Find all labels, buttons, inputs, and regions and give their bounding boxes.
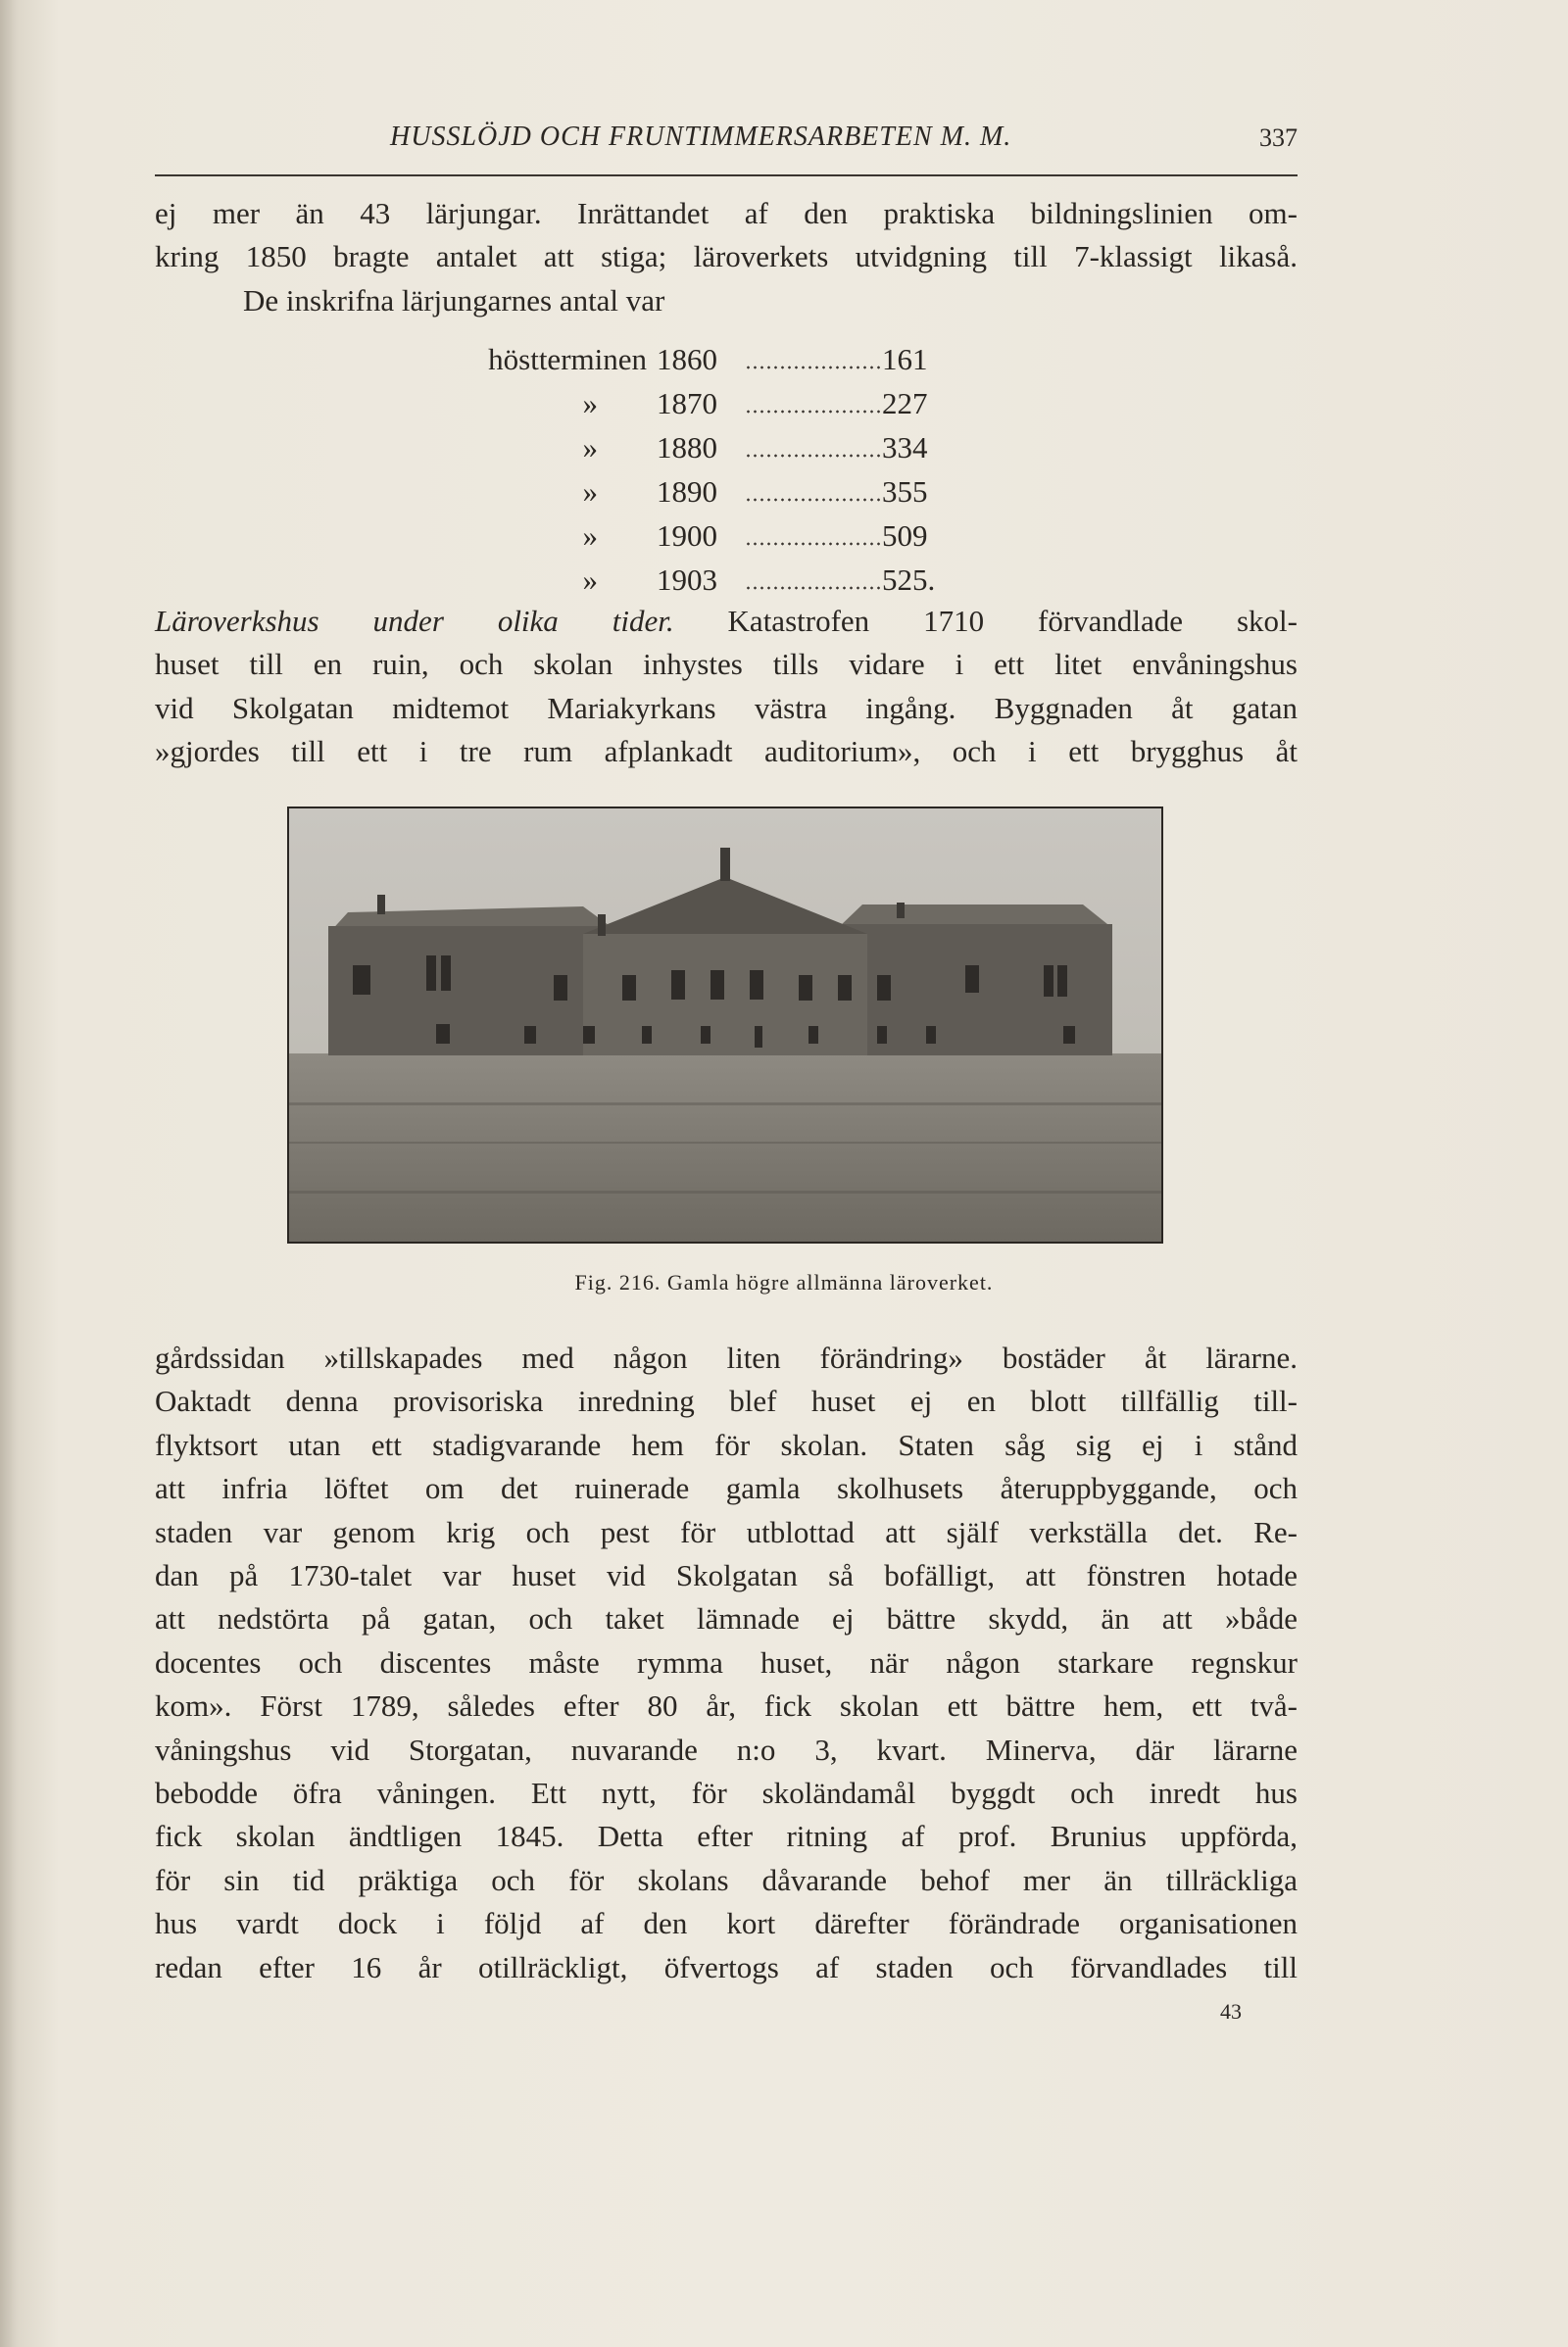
year-cell: 1903 xyxy=(657,562,717,597)
text-line: kring 1850 bragte antalet att stiga; läroverkets utvidgning till 7-klassigt likaså. xyxy=(155,239,1298,274)
text-line: gårdssidan »tillskapades med någon liten förändring» bostäder åt lärarne. xyxy=(155,1341,1298,1375)
text-line: hus vardt dock i följd af den kort därefter förändrade organisationen xyxy=(155,1906,1298,1941)
table-row xyxy=(392,513,1019,558)
page-header xyxy=(155,116,1298,176)
text-line: staden var genom krig och pest för utblottad att själf verkställa det. Re- xyxy=(155,1514,1298,1549)
leader-dots xyxy=(745,366,880,369)
text-line: docentes och discentes måste rymma huset, när någon starkare regnskur xyxy=(155,1644,1298,1680)
figure-photograph-school-building xyxy=(287,807,1163,1244)
ditto-mark: » xyxy=(582,430,598,465)
paragraph-school-history xyxy=(155,1337,1298,1989)
text-line: vid Skolgatan midtemot Mariakyrkans västra ingång. Byggnaden åt gatan xyxy=(155,690,1298,725)
figure-caption: Fig. 216. Gamla högre allmänna läroverket. xyxy=(574,1270,994,1295)
text-line: kom». Först 1789, således efter 80 år, fick skolan ett bättre hem, ett två- xyxy=(155,1688,1298,1724)
leader-dots xyxy=(745,498,880,502)
text-line: att nedstörta på gatan, och taket lämnade ej bättre skydd, än att »både xyxy=(155,1601,1298,1637)
paragraph-school-buildings xyxy=(155,600,1298,774)
text-line: ej mer än 43 lärjungar. Inrättandet af den praktiska bildningslinien om- xyxy=(155,196,1298,230)
ditto-mark: » xyxy=(582,518,598,553)
building-photo-illustration xyxy=(289,808,1161,1242)
leader-dots xyxy=(745,586,880,590)
year-cell: 1860 xyxy=(657,342,717,376)
table-row xyxy=(392,558,1019,602)
term-label: höstterminen xyxy=(488,342,647,376)
text-line: bebodde öfra våningen. Ett nytt, för skoländamål byggdt och inredt hus xyxy=(155,1776,1298,1811)
running-title: HUSSLÖJD OCH FRUNTIMMERSARBETEN M. M. xyxy=(390,122,1012,152)
text-run: Katastrofen 1710 förvandlade skol- xyxy=(673,604,1298,638)
year-cell: 1870 xyxy=(657,386,717,420)
text-line: fick skolan ändtligen 1845. Detta efter ritning af prof. Brunius uppförda, xyxy=(155,1819,1298,1854)
leader-dots xyxy=(745,410,880,414)
count-cell: 334 xyxy=(882,430,928,465)
table-row xyxy=(392,425,1019,469)
count-cell: 525. xyxy=(882,562,936,597)
year-cell: 1890 xyxy=(657,474,717,509)
ditto-mark: » xyxy=(582,562,598,597)
count-cell: 509 xyxy=(882,518,928,553)
signature-mark: 43 xyxy=(1220,1999,1242,2024)
ditto-mark: » xyxy=(582,474,598,509)
text-line: flyktsort utan ett stadigvarande hem för skolan. Staten såg sig ej i stånd xyxy=(155,1427,1298,1462)
text-line: för sin tid präktiga och för skolans dåvarande behof mer än tillräckliga xyxy=(155,1862,1298,1897)
table-row xyxy=(392,381,1019,425)
count-cell: 355 xyxy=(882,474,928,509)
paragraph-enrollment-intro xyxy=(155,192,1298,322)
text-line: dan på 1730-talet var huset vid Skolgatan så bofälligt, att fönstren hotade xyxy=(155,1558,1298,1593)
count-cell: 161 xyxy=(882,342,928,376)
text-line xyxy=(155,600,1298,643)
text-line: »gjordes till ett i tre rum afplankadt auditorium», och i ett brygghus åt xyxy=(155,734,1298,769)
text-line: redan efter 16 år otillräckligt, öfvertogs af staden och förvandlades till xyxy=(155,1949,1298,1984)
text-line: De inskrifna lärjungarnes antal var xyxy=(243,282,665,318)
section-heading: Läroverkshus under olika tider. xyxy=(155,604,674,638)
table-row xyxy=(392,469,1019,513)
page-number: 337 xyxy=(1259,123,1298,152)
text-line: huset till en ruin, och skolan inhystes tills vidare i ett litet envåningshus xyxy=(155,647,1298,682)
text-line: att infria löftet om det ruinerade gamla skolhusets återuppbyggande, och xyxy=(155,1471,1298,1506)
table-row xyxy=(392,337,1019,381)
enrollment-table xyxy=(392,337,1019,602)
text-line: Oaktadt denna provisoriska inredning blef huset ej en blott tillfällig till- xyxy=(155,1384,1298,1419)
count-cell: 227 xyxy=(882,386,928,420)
ditto-mark: » xyxy=(582,386,598,420)
year-cell: 1880 xyxy=(657,430,717,465)
leader-dots xyxy=(745,454,880,458)
year-cell: 1900 xyxy=(657,518,717,553)
leader-dots xyxy=(745,542,880,546)
text-line: våningshus vid Storgatan, nuvarande n:o 3, kvart. Minerva, där lärarne xyxy=(155,1732,1298,1767)
